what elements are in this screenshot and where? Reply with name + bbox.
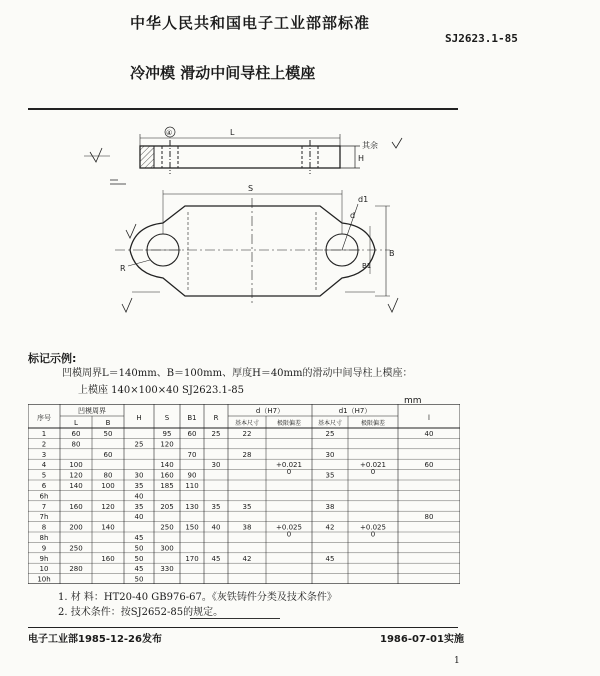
notes xyxy=(58,590,337,620)
dim-b-label: B xyxy=(389,249,395,258)
table-cell-d1_dev: 0 xyxy=(370,468,376,477)
header-d1-limit: 极限偏差 xyxy=(360,420,386,427)
technical-drawing xyxy=(70,118,410,340)
header-l: L xyxy=(74,419,78,427)
table-cell-B: 100 xyxy=(101,482,115,490)
notes-rule xyxy=(190,618,280,619)
note-material: 1. 材 料：HT20-40 GB976-67。《灰铁铸件分类及技术条件》 xyxy=(58,592,337,603)
table-cell-l: 80 xyxy=(424,513,434,522)
dim-s-label: S xyxy=(248,184,254,193)
table-cell-d: 28 xyxy=(242,450,252,459)
table-cell-no: 6 xyxy=(41,482,47,490)
header-d-limit: 极限偏差 xyxy=(276,420,302,427)
table-cell-H: 45 xyxy=(134,565,144,574)
table-cell-H: 25 xyxy=(134,440,144,449)
unit-label: mm xyxy=(404,396,422,406)
table-cell-d1: 35 xyxy=(325,471,335,480)
document-title: 冷冲模 滑动中间导柱上模座 xyxy=(130,64,316,82)
table-cell-R: 40 xyxy=(211,523,221,532)
table-cell-B1: 150 xyxy=(185,523,199,532)
table-cell-d: 35 xyxy=(242,502,252,511)
footer-rule xyxy=(28,627,458,628)
table-cell-S: 250 xyxy=(160,523,174,532)
table-cell-L: 140 xyxy=(69,482,83,490)
header-b: B xyxy=(105,419,111,427)
marking-example-description: 凹模周界L＝140mm、B＝100mm、厚度H＝40mm的滑动中间导柱上模座： xyxy=(62,368,413,379)
table-cell-no: 7h xyxy=(39,513,49,522)
table-cell-S: 300 xyxy=(160,544,174,553)
table-cell-S: 160 xyxy=(160,471,174,480)
plan-view xyxy=(115,184,398,312)
table-cell-d1: 42 xyxy=(325,523,335,532)
table-cell-no: 8 xyxy=(41,523,47,532)
table-cell-d_dev: 0 xyxy=(286,530,292,539)
header-b1: B1 xyxy=(187,414,197,422)
table-cell-R: 45 xyxy=(211,554,221,563)
table-cell-S: 95 xyxy=(162,430,172,438)
dimension-table xyxy=(28,404,460,584)
side-view xyxy=(84,127,402,184)
dim-d1-label: d1 xyxy=(358,195,369,204)
table-cell-d_dev: +0.025 xyxy=(276,523,302,532)
table-cell-L: 80 xyxy=(71,440,81,449)
table-cell-S: 330 xyxy=(160,565,174,574)
table-cell-no: 7 xyxy=(41,502,47,511)
table-cell-L: 160 xyxy=(69,502,83,511)
hole-marker: ④ xyxy=(166,129,173,137)
table-cell-H: 40 xyxy=(134,492,144,501)
header-h: H xyxy=(136,414,142,422)
table-cell-B1: 110 xyxy=(185,482,199,490)
table-cell-d1_dev: +0.021 xyxy=(360,461,386,470)
table-cell-no: 5 xyxy=(41,471,47,480)
table-cell-d1: 38 xyxy=(325,502,335,511)
page-number: 1 xyxy=(454,656,460,666)
table-cell-L: 100 xyxy=(69,461,83,470)
table-cell-l: 40 xyxy=(424,430,434,438)
table-cell-B1: 70 xyxy=(187,450,197,459)
header-rule xyxy=(28,108,458,110)
table-cell-d1: 45 xyxy=(325,554,335,563)
dim-r-label: R xyxy=(120,264,126,273)
table-cell-no: 4 xyxy=(41,461,47,470)
marking-example-code: 上模座 140×100×40 SJ2623.1-85 xyxy=(78,385,244,396)
table-cell-B: 60 xyxy=(103,450,113,459)
header-d1-basic: 基本尺寸 xyxy=(317,420,343,427)
table-cell-H: 50 xyxy=(134,575,144,584)
note-technical: 2. 技术条件：按SJ2652-85的规定。 xyxy=(58,607,224,618)
table-cell-d1_dev: 0 xyxy=(370,530,376,539)
table-cell-H: 50 xyxy=(134,554,144,563)
table-cell-no: 3 xyxy=(41,450,47,459)
table-cell-S: 185 xyxy=(160,482,174,490)
table-cell-d1: 30 xyxy=(325,450,335,459)
table-cell-no: 9h xyxy=(39,554,49,563)
table-cell-L: 280 xyxy=(69,565,83,574)
table-cell-L: 250 xyxy=(69,544,83,553)
dim-b1-label: B1 xyxy=(362,262,372,270)
table-cell-H: 30 xyxy=(134,471,144,480)
table-cell-d: 42 xyxy=(242,554,252,563)
table-cell-B: 80 xyxy=(103,471,113,480)
dim-h-label: H xyxy=(358,154,365,163)
table-cell-H: 35 xyxy=(134,502,144,511)
table-cell-B: 160 xyxy=(101,554,115,563)
table-cell-R: 35 xyxy=(211,502,221,511)
table-cell-B: 50 xyxy=(103,430,113,438)
table-cell-no: 2 xyxy=(41,440,47,449)
table-cell-d_dev: +0.021 xyxy=(276,461,302,470)
table-cell-no: 6h xyxy=(39,492,49,501)
issue-date: 电子工业部1985-12-26发布 xyxy=(28,634,162,645)
table-cell-R: 25 xyxy=(211,430,221,438)
header-d: d（H7） xyxy=(255,407,285,415)
table-cell-B1: 90 xyxy=(187,471,197,480)
table-cell-d1: 25 xyxy=(325,430,335,438)
table-cell-d: 38 xyxy=(242,523,252,532)
table-cell-no: 1 xyxy=(41,430,47,438)
table-cell-no: 10 xyxy=(39,565,49,574)
marking-example-heading: 标记示例: xyxy=(28,352,77,365)
table-cell-L: 120 xyxy=(69,471,83,480)
table-cell-l: 60 xyxy=(424,461,434,470)
table-cell-B: 120 xyxy=(101,502,115,511)
table-cell-R: 30 xyxy=(211,461,221,470)
header-d-basic: 基本尺寸 xyxy=(234,420,260,427)
table-cell-no: 10h xyxy=(37,575,51,584)
dim-l-label: L xyxy=(230,128,235,137)
table-cell-B: 140 xyxy=(101,523,115,532)
table-cell-H: 50 xyxy=(134,544,144,553)
table-cell-S: 120 xyxy=(160,440,174,449)
organization-heading: 中华人民共和国电子工业部部标准 xyxy=(130,14,371,32)
header-perimeter: 凹模周界 xyxy=(78,407,106,415)
standard-number: SJ2623.1-85 xyxy=(445,32,518,45)
dim-d-label: d xyxy=(350,211,356,220)
table-cell-H: 45 xyxy=(134,534,144,542)
header-r: R xyxy=(213,414,219,422)
table-cell-d1_dev: +0.025 xyxy=(360,523,386,532)
effective-date: 1986-07-01实施 xyxy=(380,634,464,645)
roughness-note: 其余 xyxy=(362,141,378,150)
table-cell-d_dev: 0 xyxy=(286,468,292,477)
table-cell-S: 205 xyxy=(160,502,174,511)
header-s: S xyxy=(164,414,170,422)
table-cell-H: 35 xyxy=(134,482,144,490)
table-cell-no: 9 xyxy=(41,544,47,553)
table-cell-B1: 170 xyxy=(185,554,199,563)
table-cell-no: 8h xyxy=(39,534,49,542)
header-no: 序号 xyxy=(37,414,51,422)
header-d1: d1（H7） xyxy=(338,407,372,415)
header-l-length: l xyxy=(428,414,430,422)
table-cell-L: 200 xyxy=(69,523,83,532)
table-cell-d: 22 xyxy=(242,430,252,438)
table-cell-S: 140 xyxy=(160,461,174,470)
table-cell-B1: 60 xyxy=(187,430,197,438)
table-cell-L: 60 xyxy=(71,430,81,438)
table-cell-B1: 130 xyxy=(185,502,199,511)
table-cell-H: 40 xyxy=(134,513,144,522)
